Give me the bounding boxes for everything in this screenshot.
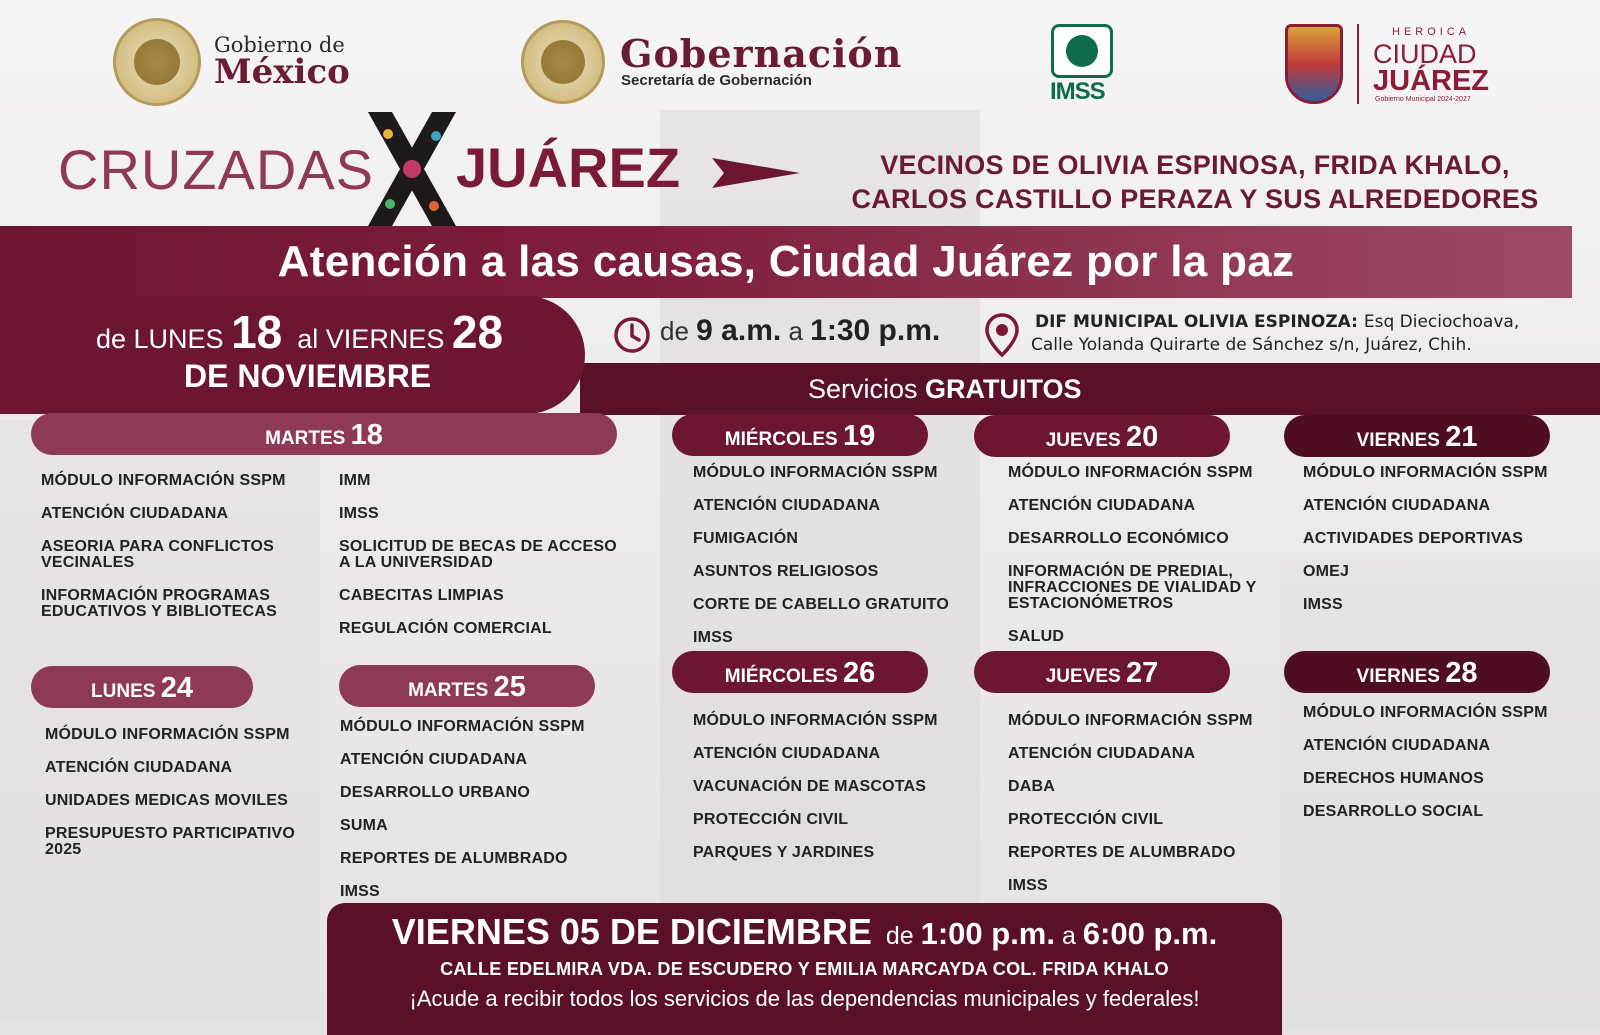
service-item: MÓDULO INFORMACIÓN SSPM — [1303, 704, 1548, 721]
service-item: PROTECCIÓN CIVIL — [1008, 811, 1164, 828]
date-de-lunes: de LUNES — [96, 324, 224, 354]
day-pill-martes-18 — [31, 413, 617, 455]
service-item: MÓDULO INFORMACIÓN SSPM — [1303, 464, 1548, 481]
date-range-line — [96, 306, 504, 359]
logo-divider — [1357, 24, 1359, 104]
footer-event-box — [327, 903, 1282, 1035]
day-pill-viernes-21 — [1284, 415, 1550, 457]
servicios-bar — [580, 363, 1600, 415]
service-item: ACTIVIDADES DEPORTIVAS — [1303, 530, 1524, 547]
service-item: ATENCIÓN CIUDADANA — [693, 745, 881, 762]
day-label: MIÉRCOLES — [724, 429, 838, 450]
service-item: PARQUES Y JARDINES — [693, 844, 875, 861]
day-number: 19 — [842, 420, 876, 452]
neighborhoods-line-2: CARLOS CASTILLO PERAZA Y SUS ALREDEDORES — [851, 184, 1539, 214]
service-item: SOLICITUD DE BECAS DE ACCESO A LA UNIVERSIDAD — [339, 538, 617, 571]
date-al-viernes: al VIERNES — [297, 324, 445, 354]
imss-eagle-icon — [1051, 24, 1113, 78]
heroica-text: HEROICA — [1392, 26, 1471, 38]
service-item: INFORMACIÓN DE PREDIAL, INFRACCIONES DE VIALIDAD Y ESTACIONÓMETROS — [1008, 563, 1257, 612]
services-martes-18-col1 — [41, 473, 311, 637]
services-miercoles-26 — [693, 713, 973, 878]
service-item: FUMIGACIÓN — [693, 530, 799, 547]
services-jueves-27 — [1008, 713, 1278, 911]
service-item: ATENCIÓN CIUDADANA — [693, 497, 881, 514]
day-label: VIERNES — [1356, 666, 1440, 687]
service-item: MÓDULO INFORMACIÓN SSPM — [693, 712, 938, 729]
gobierno-municipal-text: Gobierno Municipal 2024-2027 — [1375, 96, 1471, 103]
service-item: IMSS — [693, 629, 733, 646]
service-item: VACUNACIÓN DE MASCOTAS — [693, 778, 927, 795]
service-item: MÓDULO INFORMACIÓN SSPM — [340, 718, 585, 735]
service-item: MÓDULO INFORMACIÓN SSPM — [693, 464, 938, 481]
service-item: ATENCIÓN CIUDADANA — [45, 759, 233, 776]
service-item: CORTE DE CABELLO GRATUITO — [693, 596, 949, 613]
day-number: 24 — [160, 672, 193, 704]
slogan-text: Atención a las causas, Ciudad Juárez por la paz — [277, 237, 1295, 286]
day-label: VIERNES — [1356, 430, 1440, 451]
arrow-right-icon — [712, 155, 800, 191]
service-item: CABECITAS LIMPIAS — [339, 587, 504, 604]
date-month: DE NOVIEMBRE — [184, 358, 432, 394]
service-item: REPORTES DE ALUMBRADO — [340, 850, 568, 867]
day-pill-lunes-24 — [31, 666, 253, 708]
service-item: REGULACIÓN COMERCIAL — [339, 620, 552, 637]
day-pill-viernes-28 — [1284, 651, 1550, 693]
date-end: 28 — [451, 306, 504, 358]
day-pill-martes-25 — [339, 665, 595, 707]
footer-date-line — [327, 911, 1282, 953]
footer-address: CALLE EDELMIRA VDA. DE ESCUDERO Y EMILIA MARCAYDA COL. FRIDA KHALO — [440, 959, 1169, 979]
time-a: a — [788, 316, 803, 346]
ciudad-text: CIUDAD — [1373, 39, 1477, 69]
juarez-coat-of-arms-icon — [1285, 24, 1343, 104]
time-range — [660, 314, 940, 348]
service-item: DESARROLLO SOCIAL — [1303, 803, 1484, 820]
footer-call-to-action: ¡Acude a recibir todos los servicios de las dependencias municipales y federales! — [409, 986, 1200, 1011]
day-number: 21 — [1445, 421, 1478, 453]
neighborhoods-line-1: VECINOS DE OLIVIA ESPINOSA, FRIDA KHALO, — [880, 150, 1510, 180]
neighborhoods-heading — [815, 148, 1575, 216]
services-martes-18-col2 — [339, 473, 629, 654]
service-item: ASEORIA PARA CONFLICTOS VECINALES — [41, 538, 275, 571]
day-number: 27 — [1126, 657, 1159, 689]
servicios-prefix: Servicios — [808, 374, 918, 404]
time-start: 9 a.m. — [696, 314, 782, 347]
services-martes-25 — [340, 719, 610, 917]
service-item: MÓDULO INFORMACIÓN SSPM — [1008, 712, 1253, 729]
gobierno-de-text: Gobierno de — [214, 33, 345, 57]
service-item: DERECHOS HUMANOS — [1303, 770, 1484, 787]
service-item: MÓDULO INFORMACIÓN SSPM — [41, 472, 286, 489]
footer-a: a — [1061, 922, 1076, 950]
time-de: de — [660, 316, 689, 346]
service-item: UNIDADES MEDICAS MOVILES — [45, 792, 289, 809]
time-end: 1:30 p.m. — [810, 314, 941, 347]
service-item: ATENCIÓN CIUDADANA — [41, 505, 229, 522]
slogan-banner — [0, 226, 1572, 298]
service-item: MÓDULO INFORMACIÓN SSPM — [1008, 464, 1253, 481]
service-item: IMSS — [340, 883, 380, 900]
cruzadas-title: CRUZADAS — [58, 138, 375, 201]
services-jueves-20 — [1008, 465, 1278, 662]
service-item: ATENCIÓN CIUDADANA — [1008, 745, 1196, 762]
service-item: ATENCIÓN CIUDADANA — [1303, 737, 1491, 754]
service-item: INFORMACIÓN PROGRAMAS EDUCATIVOS Y BIBLIOTECAS — [41, 587, 277, 620]
day-label: MARTES — [408, 680, 489, 701]
mexico-seal-icon — [113, 18, 201, 106]
service-item: DESARROLLO ECONÓMICO — [1008, 530, 1229, 547]
location-line2: Calle Yolanda Quirarte de Sánchez s/n, Juárez, Chih. — [1031, 335, 1472, 355]
day-number: 25 — [493, 671, 526, 703]
decorated-x-icon — [368, 112, 456, 226]
day-number: 28 — [1445, 657, 1478, 689]
service-item: SALUD — [1008, 628, 1065, 645]
service-item: PRESUPUESTO PARTICIPATIVO 2025 — [45, 825, 296, 858]
footer-de: de — [885, 922, 914, 950]
imss-logo-text: IMSS — [1050, 78, 1105, 105]
day-label: JUEVES — [1045, 430, 1121, 451]
date-start: 18 — [231, 306, 283, 358]
servicios-gratuitos-text — [808, 363, 1082, 415]
juarez-title: JUÁREZ — [456, 136, 681, 199]
service-item: PROTECCIÓN CIVIL — [693, 811, 849, 828]
service-item: IMSS — [1303, 596, 1343, 613]
day-number: 18 — [350, 419, 383, 451]
service-item: ATENCIÓN CIUDADANA — [1008, 497, 1196, 514]
day-label: LUNES — [91, 681, 156, 702]
service-item: IMSS — [1008, 877, 1048, 894]
day-label: JUEVES — [1045, 666, 1121, 687]
gobernacion-subtitle: Secretaría de Gobernación — [621, 72, 812, 89]
gobernacion-title: Gobernación — [620, 31, 903, 76]
footer-date: VIERNES 05 DE DICIEMBRE — [391, 911, 872, 952]
service-item: MÓDULO INFORMACIÓN SSPM — [45, 726, 290, 743]
service-item: SUMA — [340, 817, 388, 834]
day-number: 20 — [1126, 421, 1159, 453]
services-viernes-28 — [1303, 705, 1583, 837]
day-number: 26 — [842, 657, 876, 689]
juarez-logo-text: JUÁREZ — [1373, 65, 1490, 97]
service-item: IMM — [339, 472, 371, 489]
servicios-bold: GRATUITOS — [925, 374, 1082, 404]
services-lunes-24 — [45, 727, 315, 875]
service-item: ATENCIÓN CIUDADANA — [340, 751, 528, 768]
service-item: DESARROLLO URBANO — [340, 784, 531, 801]
day-label: MIÉRCOLES — [724, 666, 838, 687]
service-item: ATENCIÓN CIUDADANA — [1303, 497, 1491, 514]
date-range-pill — [0, 296, 585, 414]
location-pin-icon — [985, 313, 1019, 357]
services-miercoles-19 — [693, 465, 973, 663]
services-viernes-21 — [1303, 465, 1583, 630]
service-item: OMEJ — [1303, 563, 1350, 580]
day-pill-jueves-20 — [974, 415, 1230, 457]
footer-start: 1:00 p.m. — [920, 916, 1055, 951]
service-item: ASUNTOS RELIGIOSOS — [693, 563, 879, 580]
day-pill-miercoles-19 — [672, 414, 928, 456]
location-address — [1031, 311, 1520, 357]
mexico-text: México — [214, 52, 350, 92]
footer-end: 6:00 p.m. — [1082, 916, 1218, 951]
service-item: IMSS — [339, 505, 379, 522]
location-name: DIF MUNICIPAL OLIVIA ESPINOZA: — [1035, 312, 1358, 332]
service-item: DABA — [1008, 778, 1056, 795]
clock-icon — [613, 316, 651, 354]
service-item: REPORTES DE ALUMBRADO — [1008, 844, 1236, 861]
location-line1: Esq Dieciochoava, — [1363, 312, 1520, 332]
day-label: MARTES — [265, 428, 346, 449]
gobernacion-seal-icon — [521, 20, 605, 104]
